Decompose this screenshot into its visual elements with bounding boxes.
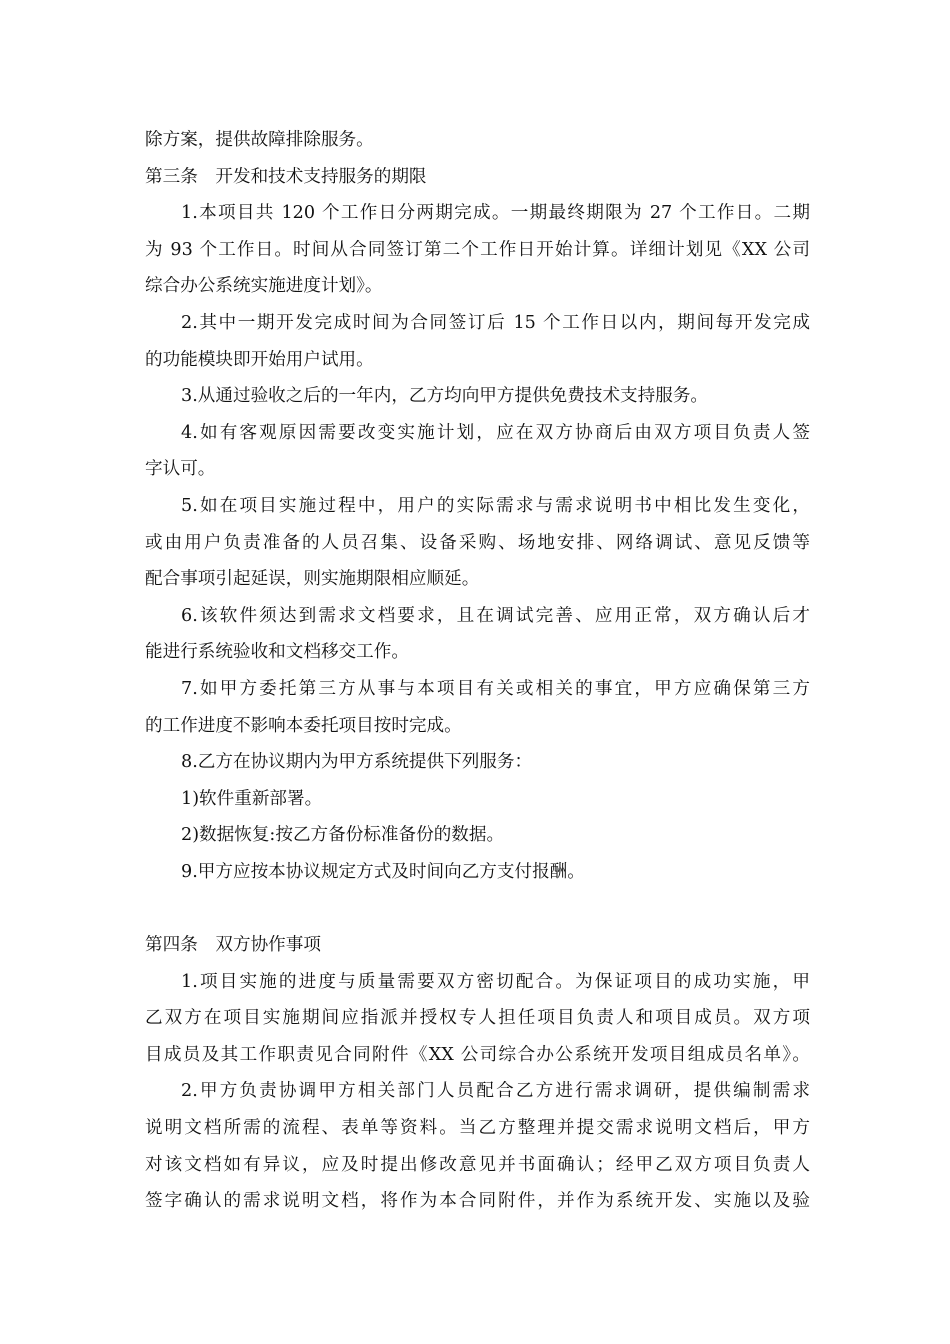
text-line: 对该文档如有异议，应及时提出修改意见并书面确认；经甲乙双方项目负责人: [145, 1154, 810, 1175]
text-line: 说明文档所需的流程、表单等资料。当乙方整理并提交需求说明文档后，甲方: [145, 1118, 810, 1139]
text-line: 能进行系统验收和文档移交工作。: [145, 642, 409, 663]
section-heading-article-3: 第三条 开发和技术支持服务的期限: [145, 166, 427, 187]
text-line: 综合办公系统实施进度计划》。: [145, 276, 383, 297]
text-line: 9.甲方应按本协议规定方式及时间向乙方支付报酬。: [181, 861, 585, 882]
section-heading-article-4: 第四条 双方协作事项: [145, 935, 321, 956]
list-item: 1)软件重新部署。: [181, 788, 323, 809]
text-line: 目成员及其工作职责见合同附件《XX 公司综合办公系统开发项目组成员名单》。: [145, 1044, 810, 1065]
text-line: 或由用户负责准备的人员召集、设备采购、场地安排、网络调试、意见反馈等: [145, 532, 810, 553]
text-line: 5.如在项目实施过程中，用户的实际需求与需求说明书中相比发生变化，: [181, 495, 810, 516]
text-line: 为 93 个工作日。时间从合同签订第二个工作日开始计算。详细计划见《XX 公司: [145, 239, 810, 260]
text-line: 3.从通过验收之后的一年内，乙方均向甲方提供免费技术支持服务。: [181, 386, 709, 407]
text-line: 2.其中一期开发完成时间为合同签订后 15 个工作日以内，期间每开发完成: [181, 312, 810, 333]
list-item: 2)数据恢复:按乙方备份标准备份的数据。: [181, 825, 505, 846]
text-line: 7.如甲方委托第三方从事与本项目有关或相关的事宜，甲方应确保第三方: [181, 678, 810, 699]
text-line: 签字确认的需求说明文档，将作为本合同附件，并作为系统开发、实施以及验: [145, 1191, 810, 1212]
text-line: 的功能模块即开始用户试用。: [145, 349, 374, 370]
text-line: 6.该软件须达到需求文档要求，且在调试完善、应用正常，双方确认后才: [181, 605, 810, 626]
text-line: 2.甲方负责协调甲方相关部门人员配合乙方进行需求调研，提供编制需求: [181, 1081, 810, 1102]
text-line: 字认可。: [145, 459, 216, 480]
text-line: 1.本项目共 120 个工作日分两期完成。一期最终期限为 27 个工作日。二期: [181, 203, 810, 224]
text-line: 除方案，提供故障排除服务。: [145, 130, 374, 150]
blank-line: [145, 890, 810, 927]
text-line: 乙双方在项目实施期间应指派并授权专人担任项目负责人和项目成员。双方项: [145, 1008, 810, 1029]
text-line: 1.项目实施的进度与质量需要双方密切配合。为保证项目的成功实施，甲: [181, 971, 810, 992]
text-line: 的工作进度不影响本委托项目按时完成。: [145, 715, 462, 736]
text-line: 配合事项引起延误，则实施期限相应顺延。: [145, 569, 480, 590]
text-line: 8.乙方在协议期内为甲方系统提供下列服务：: [181, 752, 533, 773]
document-page: [145, 122, 810, 1220]
text-line: 4.如有客观原因需要改变实施计划，应在双方协商后由双方项目负责人签: [181, 422, 810, 443]
